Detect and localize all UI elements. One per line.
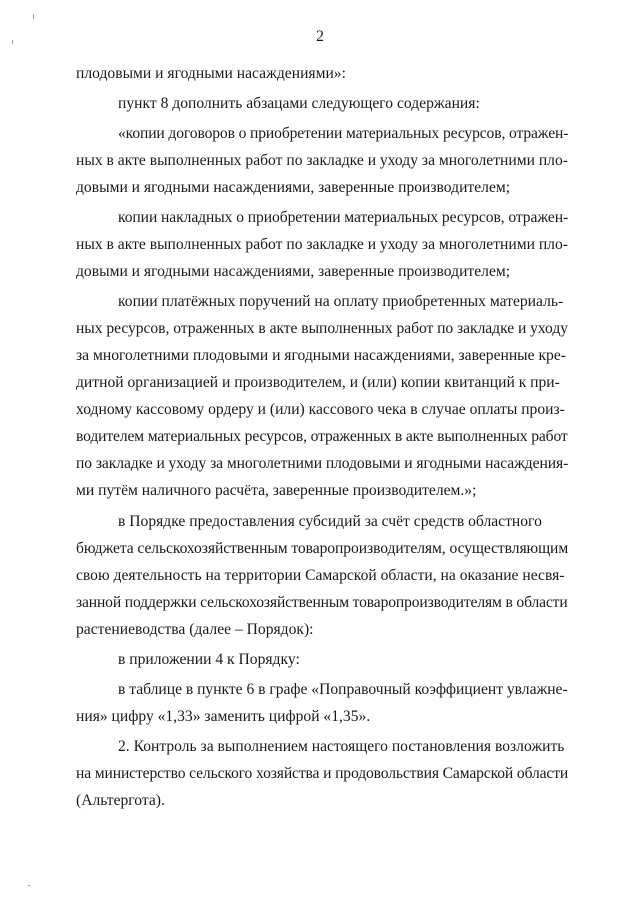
paragraph-point-8: [76, 90, 568, 117]
text-line: ных в акте выполненных работ по закладке и уходу за многолетними пло-: [76, 152, 568, 169]
text-line: в приложении 4 к Порядку:: [118, 651, 300, 668]
text-line: пункт 8 дополнить абзацами следующего содержания:: [118, 95, 480, 112]
paragraph-appendix-4: [76, 646, 568, 673]
text-line: ных в акте выполненных работ по закладке и уходу за многолетними пло-: [76, 236, 568, 253]
text-line: свою деятельность на территории Самарской области, на оказание несвя-: [76, 567, 565, 584]
text-line: ных ресурсов, отраженных в акте выполненных работ по закладке и уходу: [76, 320, 568, 337]
paragraph-table-point-6: [76, 676, 568, 730]
text-line: копии платёжных поручений на оплату приобретенных материаль-: [118, 293, 564, 310]
text-line: за многолетними плодовыми и ягодными насаждениями, заверенные кре-: [76, 347, 566, 364]
text-line: на министерство сельского хозяйства и продовольствия Самарской области: [76, 765, 569, 782]
text-line: занной поддержки сельскохозяйственным товаропроизводителям в области: [76, 594, 568, 611]
text-line: «копии договоров о приобретении материальных ресурсов, отражен-: [118, 125, 569, 142]
text-line: (Альтергота).: [76, 792, 165, 809]
text-line: водителем материальных ресурсов, отраженных в акте выполненных работ: [76, 428, 568, 445]
text-line: дитной организацией и производителем, и (или) копии квитанций к при-: [76, 374, 560, 391]
scan-mark-bottom-left: [28, 885, 30, 886]
text-line: довыми и ягодными насаждениями, заверенные производителем;: [76, 179, 511, 196]
text-line: плодовыми и ягодными насаждениями»:: [76, 65, 346, 82]
scan-mark-top-left: [33, 14, 34, 19]
text-line: ния» цифру «1,33» заменить цифрой «1,35».: [76, 708, 371, 725]
paragraph-invoices: [76, 204, 568, 285]
paragraph-fragment: [76, 60, 568, 87]
text-line: по закладке и уходу за многолетними плодовыми и ягодными насаждения-: [76, 455, 569, 472]
text-line: в Порядке предоставления субсидий за счёт средств областного: [118, 513, 542, 530]
text-line: копии накладных о приобретении материальных ресурсов, отражен-: [118, 209, 569, 226]
text-line: 2. Контроль за выполнением настоящего постановления возложить: [118, 738, 565, 755]
text-line: растениеводства (далее – Порядок):: [76, 621, 314, 638]
paragraph-payment-orders: [76, 288, 568, 504]
paragraph-contracts: [76, 120, 568, 201]
text-line: довыми и ягодными насаждениями, заверенные производителем;: [76, 263, 511, 280]
text-line: ходному кассовому ордеру и (или) кассового чека в случае оплаты произ-: [76, 401, 565, 418]
document-body: [76, 60, 568, 814]
text-line: в таблице в пункте 6 в графе «Поправочный коэффициент увлажне-: [118, 681, 568, 698]
text-line: ми путём наличного расчёта, заверенные производителем.»;: [76, 482, 477, 499]
text-line: бюджета сельскохозяйственным товаропроизводителям, осуществляющим: [76, 540, 569, 557]
paragraph-procedure: [76, 508, 568, 643]
paragraph-control: [76, 733, 568, 814]
page-number: 2: [316, 28, 324, 45]
